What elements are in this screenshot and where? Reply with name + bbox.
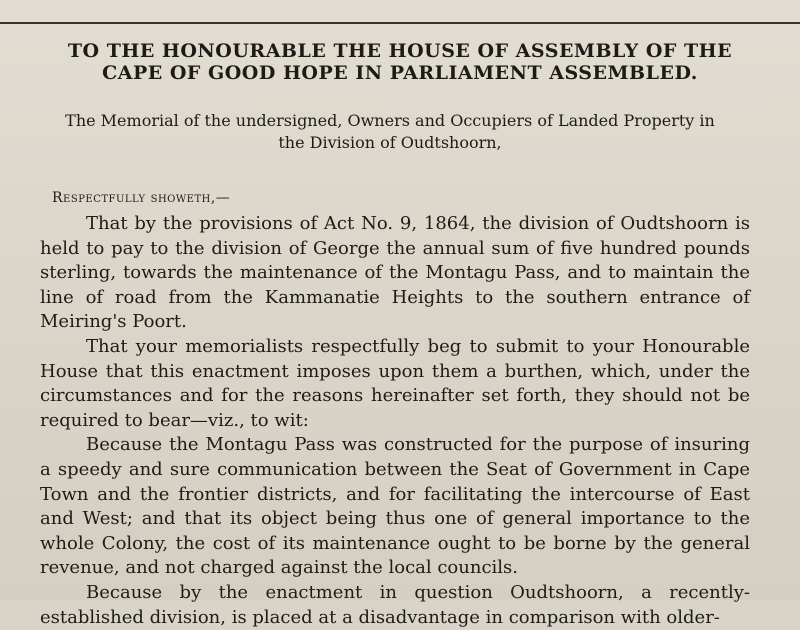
top-rule <box>0 22 800 24</box>
memorial-heading <box>50 110 730 154</box>
paragraph: Because the Montagu Pass was constructed for the purpose of insuring a speedy and sure communication between the Seat of Government in Cape Town and the frontier districts, and for facilitating the intercourse of East and West; and that its object being thus one of general importance to the whole Colony, the cost of its maintenance ought to be borne by the general revenue, and not charged against the local councils. <box>40 434 750 579</box>
paragraph: That your memorialists respectfully beg to submit to your Honourable House that this enactment imposes upon them a burthen, which, under the circumstances and for the reasons hereinafter set forth, they should not be required to bear—viz., to wit: <box>40 335 750 431</box>
body-text <box>40 212 750 630</box>
showeth-label: Respectfully showeth,— <box>52 190 231 206</box>
memorial-line-2: the Division of Oudtshoorn, <box>278 133 502 152</box>
paragraph: That by the provisions of Act No. 9, 1864, the division of Oudtshoorn is held to pay to the division of George the annual sum of five hundred pounds sterling, towards the maintenance of the Montagu Pass, and to maintain the line of road from the Kammanatie Heights to the southern entrance of Meiring's Poort. <box>40 213 750 333</box>
title-line-1: TO THE HONOURABLE THE HOUSE OF ASSEMBLY OF THE <box>67 40 733 62</box>
memorial-line-1: The Memorial of the undersigned, Owners and Occupiers of Landed Property in <box>65 111 715 130</box>
title-line-2: CAPE OF GOOD HOPE IN PARLIAMENT ASSEMBLED. <box>102 62 698 84</box>
paragraph: Because by the enactment in question Oudtshoorn, a recently-established division, is placed at a disadvantage in comparison with older- <box>40 581 750 628</box>
page-title <box>50 40 750 84</box>
